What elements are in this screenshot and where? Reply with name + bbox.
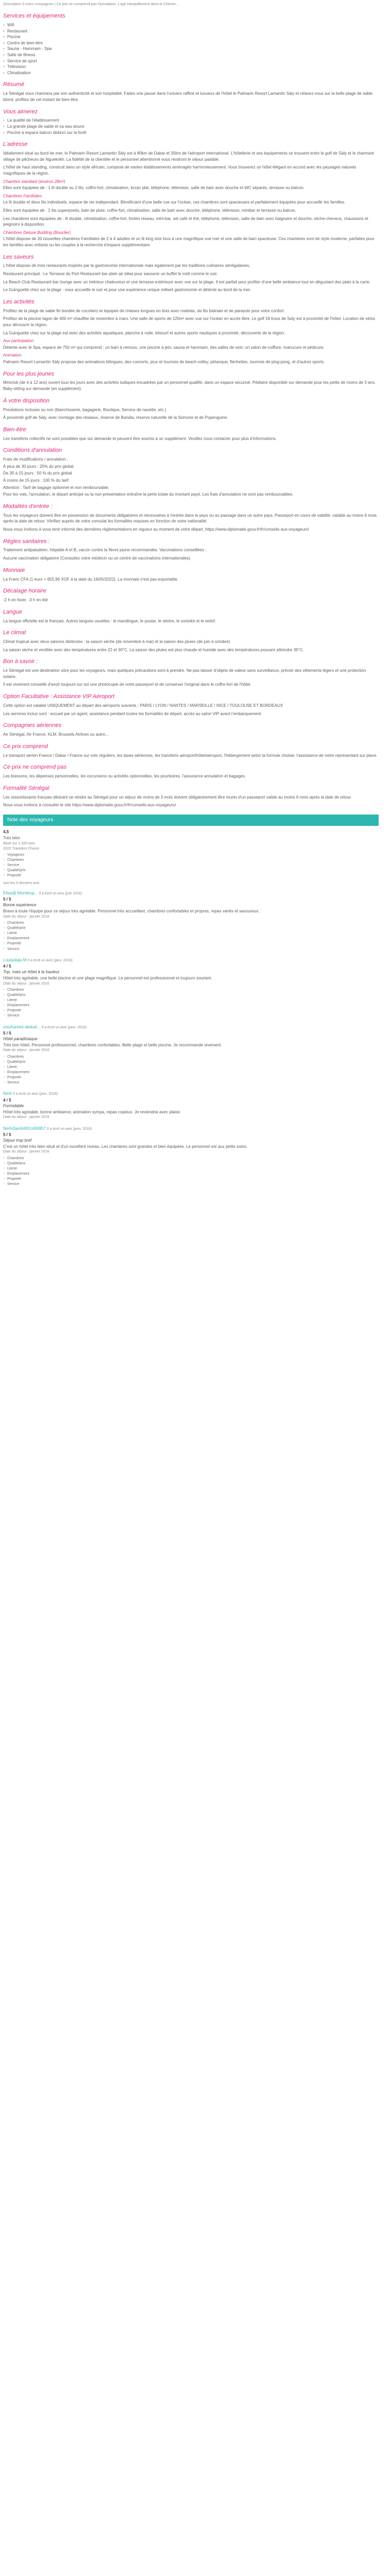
review-text: Bravo à toute l'équipe pour ce séjour très agréable. Personnel très accueillant, chambres confortables et propres, repas variés et savoureux.	[3, 909, 259, 914]
famille-title: Chambres Familiales	[3, 193, 42, 198]
review-item	[3, 890, 379, 952]
decalage-text: -2 h en hiver, -3 h en été	[3, 598, 48, 603]
reviews-score-label: Très bien	[3, 836, 21, 841]
review-tag: ○ Qualité/prix	[3, 1161, 379, 1166]
modalites-text: Tous les voyageurs doivent être en possession de documents obligatoires et nécessaires à l'entrée dans le pays ou au passage dans un autre pays. Passeport en cours de validité, valable au moins 6 mois après la date de retour. Vérifiez auprès de votre consulat les formalités requises en fonction de votre nationalité.	[3, 513, 377, 524]
review-tag: ○ Emplacement	[3, 1003, 379, 1008]
review-author[interactable]: Nerti	[3, 1091, 12, 1096]
review-title: Formidable	[3, 1104, 24, 1109]
service-item: • Service de sport	[3, 58, 379, 64]
review-tag: ○ Qualité/prix	[3, 926, 379, 931]
reviews-header: Note des voyageurs	[3, 815, 379, 826]
langue-text: La langue officielle est le français. Autres langues usuelles : le mandingue, le poular, le sérère, le soninké et le wolof.	[3, 618, 216, 623]
review-rating: 5 / 5	[3, 1030, 11, 1036]
decalage-title: Décalage horaire	[3, 588, 46, 595]
review-item	[3, 1091, 379, 1120]
review-tag: ○ Qualité/prix	[3, 993, 379, 998]
sanitaire-title: Règles sanitaires :	[3, 538, 50, 545]
review-title: Bonne expérience	[3, 903, 37, 908]
review-tag: ○ Literie	[3, 1065, 379, 1070]
review-tag: ○ Chambres	[3, 858, 379, 863]
service-item: • Salle de fitness	[3, 52, 379, 58]
senegal-text-2: Nous vous invitons à consulter le site https://www.diplomatie.gouv.fr/fr/conseils-aux-voyageurs/	[3, 803, 176, 808]
review-tag: ○ Emplacement	[3, 1172, 379, 1177]
aimerez-list	[3, 117, 379, 135]
review-item	[3, 1024, 379, 1086]
review-tags	[3, 1055, 379, 1086]
disposition-text-2: À proximité golf de Sàly, avec montage des réseaux, réserve de Bandia, réserve naturelle de la Somone et de Popenguine.	[3, 415, 229, 420]
adresse-title: L'adresse	[3, 141, 28, 148]
conditions-line: De 30 à 15 jours : 50 % du prix global	[3, 471, 72, 476]
enfants-title: Pour les plus jeunes	[3, 370, 55, 377]
review-date: Il a écrit un avis (janv. 2016)	[13, 1092, 58, 1096]
suites-text: Les chambres sont équipées de : lit double, climatisation, coffre-fort, fontes réseau, mini-bar, set café et thé, téléphone, télévision, salle de bain avec baignoire et douche, sèche-cheveux, chaussons et peignoirs à disposition.	[3, 216, 368, 227]
services-title: Services et équipements	[3, 13, 66, 20]
review-tag: ○ Emplacement	[3, 936, 379, 941]
review-stay: Date du séjour : janvier 2016	[3, 914, 50, 919]
climat-text: Climat tropical avec deux saisons distinctes : la saison sèche (de novembre à mai) et la saison des pluies (de juin à octobre).	[3, 639, 231, 645]
activites-text-3: La Guinguette chez sur la plage est avec des activités aquatiques, planche à voile, kitesurf et autres sports nautiques à proximité, découverte de la région.	[3, 330, 285, 335]
review-tags	[3, 1156, 379, 1188]
sanitaire-text: Traitement antipaludéen, hépatite A et B, vaccin contre la fièvre jaune recommandés. Vaccinations conseillées :	[3, 548, 206, 553]
reviews-score: 4,5	[3, 829, 9, 835]
conditions-text: Pour les vols, l'annulation, le départ anticipé ou la non-présentation entraîne la perte totale du montant payé. Les frais d'annulation ne sont pas remboursables.	[3, 492, 294, 497]
review-rating: 5 / 5	[3, 1132, 11, 1137]
review-date: Il a écrit un avis (janv. 2016)	[46, 1127, 92, 1131]
review-tags	[3, 921, 379, 952]
review-tag: ○ Propreté	[3, 1008, 379, 1013]
review-tag: ○ Propreté	[3, 1177, 379, 1182]
review-tag: ○ Service	[3, 1080, 379, 1086]
adresse-text-1: Idéalement situé au bord de mer, le Palmarin Resort Lamantin Sàly est à 80km de Dakar et 35km de l'aéroport international. L'hôtellerie et ses équipements se trouvent entre le golf de Sàly et le charmant village de pêcheurs de Nguekokh. La fidélité de la clientèle et le personnel attentionné vous rendront le séjour paisible.	[3, 151, 374, 162]
rooms-title: Chambre standard (environ 28m²)	[3, 179, 66, 184]
review-title: Top, mais un hôtel à la hauteur	[3, 970, 60, 975]
reviews-visited[interactable]: Voir les 3 derniers avis	[3, 881, 40, 885]
review-title: Hôtel paradisiaque	[3, 1037, 38, 1042]
aimerez-item: • La qualité de l'établissement	[3, 117, 379, 124]
review-tag: ○ Literie	[3, 1166, 379, 1172]
review-tag: ○ Literie	[3, 998, 379, 1003]
resto-1: Restaurant principal : Le Terrasse du Port Restaurant bar plein air idéal pour savourer un buffet le midi comme le soir.	[3, 272, 218, 277]
climat-text-2: La saison sèche et ventilée avec des températures entre 22 et 30°C. La saison des pluies est plus chaude et humide avec des températures pouvant atteindre 35°C.	[3, 647, 304, 652]
senegal-title: Formalité Sénégal	[3, 785, 50, 791]
activites-title: Les activités	[3, 298, 35, 305]
saveurs-text: L'hôtel dispose de trois restaurants inspirés par la gastronomie internationale mais également par les traditions culinaires sénégalaises.	[3, 263, 251, 268]
rooms-text: Elles sont équipées de : 1 lit double ou 2 lits, coffre-fort, climatisation, écran plat, téléphone, télévision, salle de bain avec douche et WC séparés, terrasse ou balcon.	[3, 185, 305, 191]
bon-a-savoir-text-2: Il est vivement conseillé d'avoir toujours sur soi une photocopie de votre passeport et de conserver l'original dans le coffre-fort de l'hôtel.	[3, 682, 252, 687]
anim-title: Animation	[3, 353, 22, 358]
review-text: C'est un hôtel très bien situé et d'un excellent niveau. Les chambres sont grandes et bien équipées. Le personnel est aux petits soins.	[3, 1144, 248, 1149]
resume-text: Le Sénégal vous charmera par son authenticité et son hospitalité. Faites une pause dans l'univers raffiné et luxueux de l'hôtel le Palmarin Resort Lamantin Sàly et relaxez-vous sur la belle plage de sable blond, profitez de cet instant de bien-être.	[3, 91, 373, 102]
option-text-2: Les services inclus sont : accueil par un agent, assistance pendant toutes les formalités de départ, accès au salon VIP avant l'embarquement.	[3, 711, 263, 716]
reviews-summary	[3, 829, 379, 886]
reviews-tags	[3, 853, 379, 879]
top-note: Description 5 coins compagnon | Ce prix ne comprend pas l'annulation. Logé tranquillement dans le Chemin...	[3, 3, 179, 6]
review-item	[3, 1126, 379, 1188]
prix-comprend-title: Ce prix comprend	[3, 743, 48, 750]
famille-extra: Elles sont équipées de : 2 lits superposés, bain de pluie, coffre-fort, climatisation, salle de bain avec douche, téléphone, télévision, minibar et terrasse ou balcon.	[3, 208, 297, 213]
climat-title: Le climat	[3, 630, 26, 636]
conditions-line: À moins de 15 jours : 100 % du tarif	[3, 478, 69, 483]
disposition-title: À votre disposition	[3, 397, 50, 404]
review-stay: Date du séjour : janvier 2016	[3, 1115, 50, 1120]
service-item: • Télévision	[3, 64, 379, 70]
review-tag: ○ Propreté	[3, 941, 379, 946]
activites-text-1: Profitez de la plage de sable fin bordée de cocotiers et équipée de chaises longues en bois avec matelas, de lits balinais et de parasols pour votre confort.	[3, 308, 285, 313]
conditions-line: Attention : Tarif de bagage optionnel et non remboursable.	[3, 485, 109, 490]
review-tag: ○ Service	[3, 1182, 379, 1187]
reviews-count: Basé sur 1.320 avis	[3, 841, 35, 845]
review-tag: ○ Qualité/prix	[3, 1060, 379, 1065]
service-item: • Wifi	[3, 22, 379, 28]
disposition-text: Prestations incluses ou non (blanchisserie, bagagerie, Boutique, Service de navette, etc.)	[3, 407, 167, 412]
bon-a-savoir-text: Le Sénégal est une destination sûre pour les voyageurs, mais quelques précautions sont à prendre. Ne pas laisser d'objets de valeur sans surveillance, prévoir des vêtements légers et une protection solaire.	[3, 668, 366, 679]
reviews-sub: 2022 Travelers Choice	[3, 846, 40, 851]
review-tag: ○ Service	[3, 1013, 379, 1019]
aux-title: Aux participation	[3, 338, 34, 344]
service-item: • Sauna - Hammam - Spa	[3, 46, 379, 52]
compagnies-text: Air Sénégal, Air France, KLM, Brussels Airlines ou autre...	[3, 732, 109, 737]
anim-text: Palmarin Resort Lamantin Sàly propose des animations bilingues, des concerts, jeux et tournois de beach-volley, pétanque, fléchettes, tournois de ping-pong, et d'autres sports.	[3, 359, 325, 364]
service-item: • Centre de bien-être	[3, 40, 379, 46]
langue-title: Langue	[3, 608, 22, 615]
activites-text-2: Profitez de la piscine lagon de 400 m² chauffée de novembre à mars. Une salle de sports de 120m² avec vue sur l'océan en accès libre. Le golf 18 trous de Saly est à proximité de l'hôtel. Location de vélos pour découvrir la région.	[3, 316, 376, 327]
review-tag: ○ Chambres	[3, 1156, 379, 1161]
resume-title: Résumé	[3, 81, 24, 88]
deluxe-text: L'hôtel dispose de 20 nouvelles chambres Familiales de 2 à 4 adultes et un lit king size tous à une magnifique vue mer et une salle de bain spacieuse. Ces chambres sont de style moderne, parfaites pour les familles avec enfants ou les couples à la recherche d'espace supplémentaire.	[3, 236, 374, 247]
review-author[interactable]: Louladaija M	[3, 957, 27, 962]
review-tag: ○ Service	[3, 947, 379, 952]
review-stay: Date du séjour : janvier 2016	[3, 981, 50, 986]
prix-ne-comprend-text: Les boissons, les dépenses personnelles, les excursions ou activités optionnelles, les pourboires, l'assurance annulation et bagages.	[3, 774, 246, 779]
conditions-title: Conditions d'annulation	[3, 447, 62, 454]
service-item: • Climatisation	[3, 70, 379, 76]
review-stay: Date du séjour : janvier 2016	[3, 1048, 50, 1053]
resto-3: Le Guinguette chez sur la plage : vous accueille le soir et pour une expérience unique mêlant gastronomie et détente au bord de la mer.	[3, 287, 251, 293]
compagnies-title: Compagnies aériennes	[3, 722, 62, 729]
sanitaire-text-2: Aucune vaccination obligatoire (Consultez votre médecin ou un centre de vaccinations internationales).	[3, 556, 191, 561]
review-author[interactable]: msuhamed abdoel...	[3, 1024, 41, 1029]
review-text: Hôtel très agréable, bonne ambiance, animation sympa, repas copieux. Je reviendrai avec plaisir.	[3, 1109, 181, 1114]
review-date: Il a écrit un avis (janv. 2016)	[41, 1025, 87, 1029]
review-tag: ○ Chambres	[3, 1055, 379, 1060]
services-list	[3, 22, 379, 76]
bon-a-savoir-title: Bon à savoir :	[3, 658, 38, 665]
modalites-text-2: Nous vous invitons à vous tenir informé des dernières réglementations en vigueur au moment de votre départ. https://www.diplomatie.gouv.fr/fr/conseils-aux-voyageurs/	[3, 527, 309, 532]
review-tag: ○ Propreté	[3, 1075, 379, 1080]
review-author[interactable]: NerhiSardot001400857	[3, 1126, 46, 1131]
review-stay: Date du séjour : janvier 2016	[3, 1150, 50, 1154]
aux-text: Détente avec le Spa, espace de 750 m² qui comprend : un bain à remous, une piscine à jets, sauna et hammam, des salles de soin, un salon de coiffure, manucure et pédicure.	[3, 345, 324, 350]
review-date: Il a écrit un avis (juin 2016)	[39, 891, 83, 895]
service-item: • Piscine	[3, 34, 379, 40]
conditions-line: Frais de modifications / annulation :	[3, 457, 68, 462]
option-title: Option Facultative : Assistance VIP Aéroport	[3, 693, 115, 700]
adresse-text-2: L'hôtel de haut standing, construit dans un style africain, composé de vastes établissements aménagés harmonieusement. Vous trouverez un hôtel élégant en accord avec les paysages naturels magnifiques de la région.	[3, 165, 356, 176]
enfants-text: Miniclub (de 4 à 12 ans) ouvert tous les jours avec des activités ludiques encadrées par un personnel qualifié, dans un espace sécurisé. Pédiatre disponible sur demande pour les petits de moins de 3 ans. Baby-sitting sur demande (en supplément).	[3, 380, 376, 392]
review-tag: ○ Service	[3, 863, 379, 868]
review-tag: ○ Emplacement	[3, 1070, 379, 1075]
bien-etre-text: Les transferts collectifs ne sont possibles que sur demande et peuvent être soumis à un supplément. Veuillez nous contacter pour plus d'informations.	[3, 436, 277, 441]
prix-ne-comprend-title: Ce prix ne comprend pas	[3, 764, 67, 771]
review-rating: 4 / 5	[3, 1097, 11, 1103]
review-tag: ○ Chambres	[3, 988, 379, 993]
aimerez-title: Vous aimerez	[3, 108, 38, 115]
review-date: Il a écrit un avis (janv. 2016)	[27, 958, 73, 962]
conditions-line: À plus de 30 jours : 25% du prix global	[3, 464, 74, 469]
review-text: Très bon hôtel. Personnel professionnel, chambres confortables. Belle plage et belle piscine. Je recommande vivement.	[3, 1042, 222, 1047]
service-item: • Restaurant	[3, 28, 379, 35]
review-author[interactable]: Elisa@ Montelup...	[3, 890, 38, 895]
saveurs-title: Les saveurs	[3, 253, 34, 260]
modalites-title: Modalités d'entrée :	[3, 503, 53, 510]
review-tag: ○ Literie	[3, 931, 379, 936]
monnaie-title: Monnaie	[3, 567, 25, 573]
option-text: Cette option est valable UNIQUEMENT au départ des aéroports suivants : PARIS / LYON / NANTES / MARSEILLE / NICE / TOULOUSE ET BORDEAUX	[3, 703, 283, 708]
page	[0, 0, 382, 1213]
aimerez-item: • Piscine à espace balcon distinct sur la forêt	[3, 130, 379, 136]
review-item	[3, 957, 379, 1019]
bien-etre-title: Bien-être	[3, 426, 26, 433]
resto-2: Le Beach Club Restaurant bar lounge avec un intérieur chaleureux et une terrasse extérieure avec vue sur la plage. Il est parfait pour profiter d'une belle ambiance tout en dégustant des plats à la carte.	[3, 279, 371, 284]
deluxe-title: Chambres Deluxe Building (Bouclier)	[3, 230, 71, 235]
review-tags	[3, 988, 379, 1019]
review-tag: ○ Propreté	[3, 873, 379, 878]
senegal-text: Les ressortissants français désirant se rendre au Sénégal pour un séjour de moins de 3 mois doivent obligatoirement être munis d'un passeport valide au moins 6 mois après la date de retour.	[3, 794, 352, 800]
monnaie-text: La Franc CFA (1 euro = 655,96 XOF à la date du 16/05/2022). La monnaie n'est pas exportable.	[3, 577, 178, 582]
famille-text: Le lit double et deux lits individuels, espace de vie indépendant. Bénéficiant d'une belle vue sur l'océan, ces chambres sont spacieuses et parfaitement équipées pour accueillir les familles.	[3, 200, 346, 205]
review-text: Hôtel très agréable, une belle piscine et une plage magnifique. Le personnel est professionnel et toujours souriant.	[3, 975, 213, 980]
prix-comprend-text: Le transport aérien France / Dakar / France sur vols réguliers, les taxes aériennes, les transferts aéroport/hôtel/aéroport, l'hébergement selon la formule choisie, l'assistance de notre représentant sur place.	[3, 753, 378, 758]
review-title: Séjour trop bref	[3, 1138, 32, 1143]
review-tag: ○ Voyageurs	[3, 853, 379, 858]
review-tag: ○ Qualité/prix	[3, 868, 379, 873]
review-tag: ○ Chambres	[3, 921, 379, 926]
review-rating: 5 / 5	[3, 896, 11, 902]
review-rating: 4 / 5	[3, 963, 11, 969]
aimerez-item: • La grande plage de sable et sa eau douce	[3, 124, 379, 130]
